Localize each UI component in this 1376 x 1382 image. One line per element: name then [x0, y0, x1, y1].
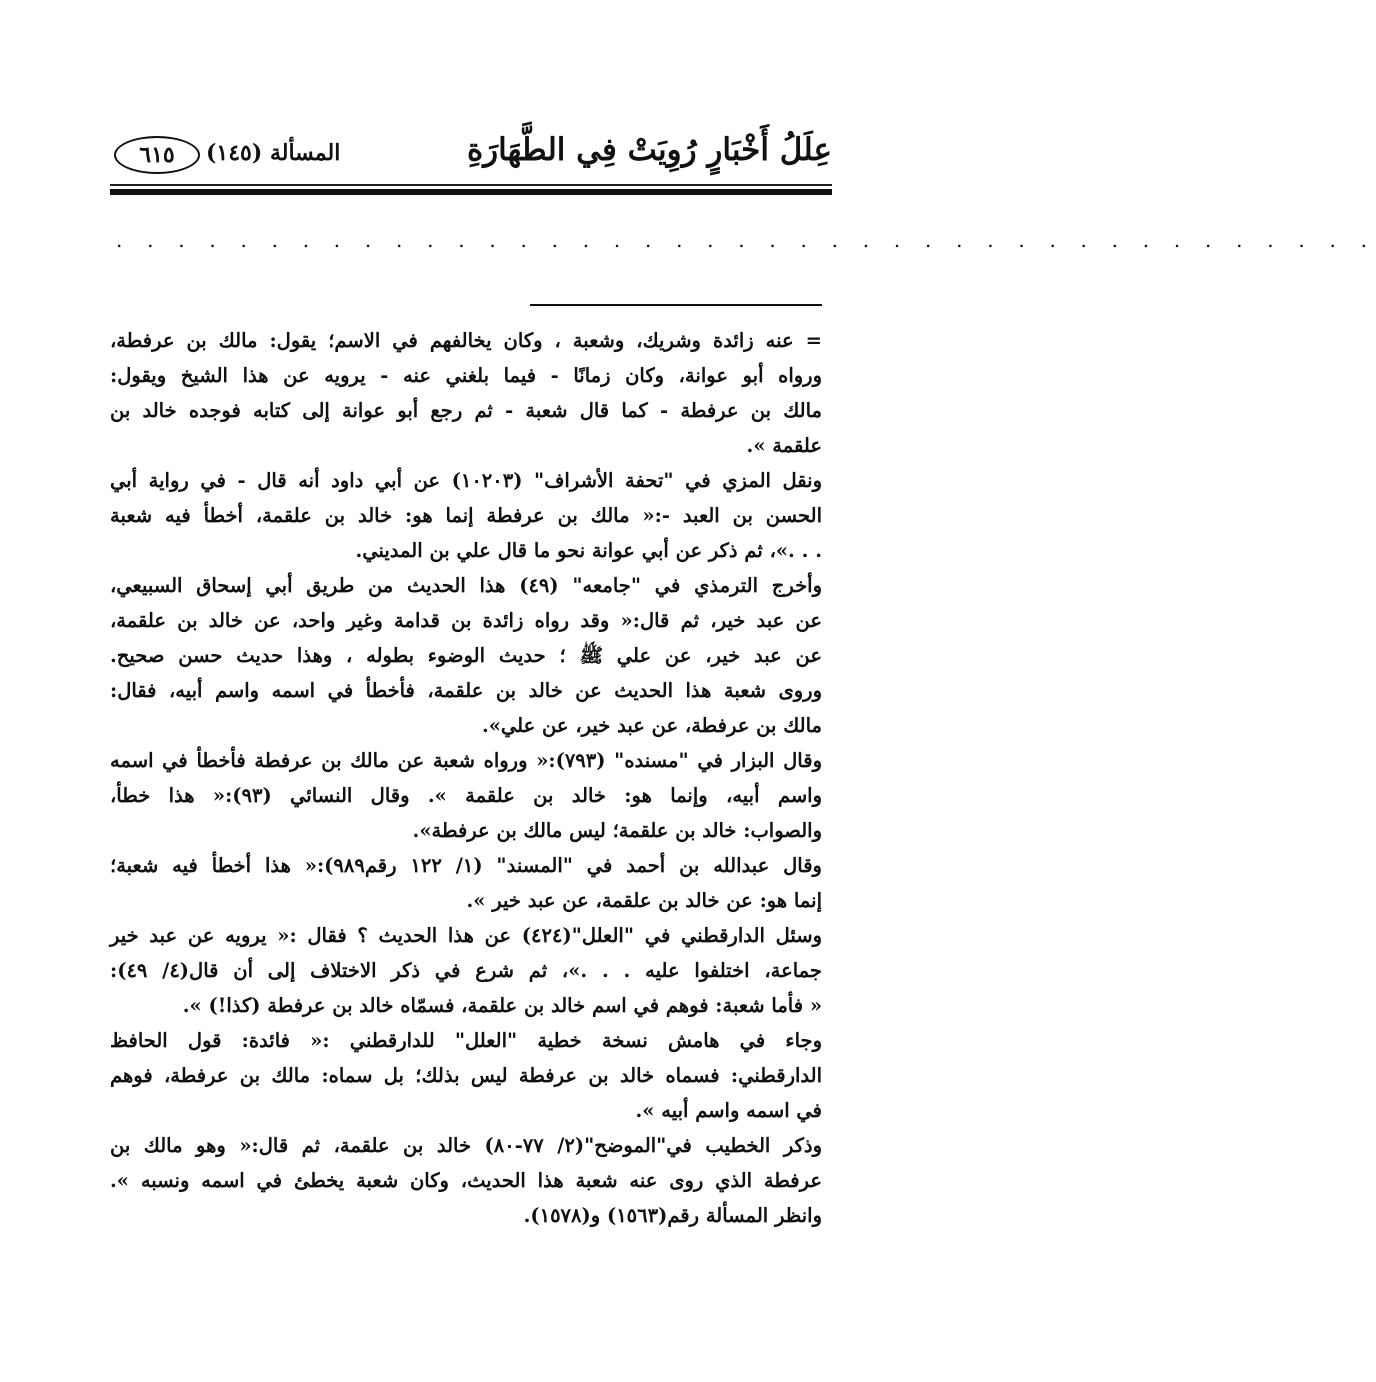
footnote-line: وروى شعبة هذا الحديث عن خالد بن علقمة، فأخطأ في اسمه واسم أبيه، فقال:	[110, 679, 822, 702]
footnote-line: وأخرج الترمذي في "جامعه" (٤٩) هذا الحديث من طريق أبي إسحاق السبيعي،	[110, 574, 822, 597]
footnote-line: وجاء في هامش نسخة خطية "العلل" للدارقطني :« فائدة: قول الحافظ	[110, 1029, 822, 1052]
footnote-line: وسئل الدارقطني في "العلل"(٤٢٤) عن هذا الحديث ؟ فقال :« يرويه عن عبد خير	[110, 924, 822, 947]
ellipsis-dots-row: . . . . . . . . . . . . . . . . . . . . . . . . . . . . . . . . . . . . . . . . .	[116, 228, 1376, 252]
footnote-line: ونقل المزي في "تحفة الأشراف" (١٠٢٠٣) عن أبي داود أنه قال - في رواية أبي	[110, 469, 822, 492]
book-title: عِلَلُ أَخْبَارٍ رُوِيَتْ فِي الطَّهَارَةِ	[466, 132, 832, 168]
footnote-line: إنما هو: عن خالد بن علقمة، عن عبد خير ».	[466, 889, 822, 912]
footnote-line: واسم أبيه، وإنما هو: خالد بن علقمة ». وقال النسائي (٩٣):« هذا خطأ،	[110, 784, 822, 807]
footnote-line: عن عبد خير، ثم قال:« وقد رواه زائدة بن قدامة وغير واحد، عن خالد بن علقمة،	[110, 609, 822, 632]
running-header	[110, 132, 832, 180]
footnote-line: وذكر الخطيب في"الموضح"(٢/ ٧٧-٨٠) خالد بن علقمة، ثم قال:« وهو مالك بن	[110, 1134, 822, 1157]
footnote-line: في اسمه واسم أبيه ».	[635, 1099, 822, 1122]
footnote-line: عرفطة الذي روى عنه شعبة هذا الحديث، وكان شعبة يخطئ في اسمه ونسبه ».	[110, 1169, 822, 1192]
header-rule-thick	[110, 189, 832, 195]
footnote-line: والصواب: خالد بن علقمة؛ ليس مالك بن عرفطة».	[412, 819, 822, 842]
footnote-line: الحسن بن العبد -:« مالك بن عرفطة إنما هو: خالد بن علقمة، أخطأ فيه شعبة	[110, 504, 822, 527]
footnote-line: وقال عبدالله بن أحمد في "المسند" (١/ ١٢٢ رقم٩٨٩):« هذا أخطأ فيه شعبة؛	[110, 854, 822, 877]
header-rule-thin	[110, 184, 832, 186]
footnote-line: الدارقطني: فسماه خالد بن عرفطة ليس بذلك؛ بل سماه: مالك بن عرفطة، فوهم	[110, 1064, 822, 1087]
footnote-separator	[530, 304, 822, 306]
footnote-line: « فأما شعبة: فوهم في اسم خالد بن علقمة، فسمّاه خالد بن عرفطة (كذا!) ».	[182, 994, 822, 1017]
footnote-text	[110, 323, 822, 1233]
issue-number: المسألة (١٤٥)	[206, 140, 341, 166]
footnote-line: ورواه أبو عوانة، وكان زمانًا - فيما بلغني عنه - يرويه عن هذا الشيخ ويقول:	[110, 364, 822, 387]
footnote-line: مالك بن عرفطة، عن عبد خير، عن علي».	[481, 714, 822, 737]
footnote-line: علقمة ».	[746, 434, 822, 457]
footnote-line: عن عبد خير، عن علي ﷺ ؛ حديث الوضوء بطوله ، وهذا حديث حسن صحيح.	[110, 644, 822, 667]
footnote-line: جماعة، اختلفوا عليه . . .»، ثم شرع في ذكر الاختلاف إلى أن قال(٤/ ٤٩):	[110, 959, 822, 982]
footnote-line: . . .»، ثم ذكر عن أبي عوانة نحو ما قال علي بن المديني.	[355, 539, 822, 562]
page-number: ٦١٥	[114, 136, 200, 174]
footnote-line: وقال البزار في "مسنده" (٧٩٣):« ورواه شعبة عن مالك بن عرفطة فأخطأ في اسمه	[110, 749, 822, 772]
footnote-line: مالك بن عرفطة - كما قال شعبة - ثم رجع أبو عوانة إلى كتابه فوجده خالد بن	[110, 399, 822, 422]
footnote-line: = عنه زائدة وشريك، وشعبة ، وكان يخالفهم في الاسم؛ يقول: مالك بن عرفطة،	[110, 329, 822, 352]
footnote-line: وانظر المسألة رقم(١٥٦٣) و(١٥٧٨).	[523, 1204, 822, 1227]
